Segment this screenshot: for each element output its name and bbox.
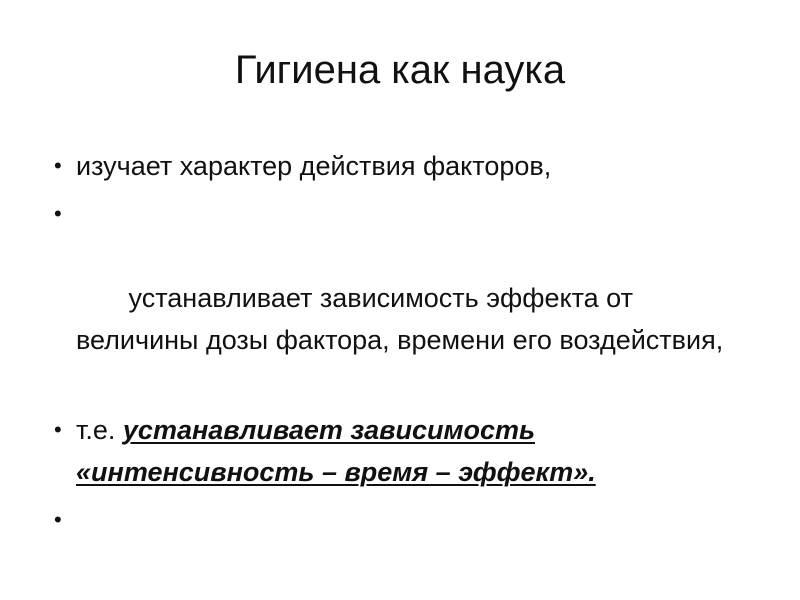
bullet-list [46, 145, 746, 547]
bullet-prefix-3: т.е. [76, 415, 123, 445]
bullet-dot-icon: • [54, 417, 62, 442]
bullet-item-3 [46, 409, 746, 493]
bullet-text-2: устанавливает зависимость эффекта от величины дозы фактора, времени его воздействия, [76, 283, 724, 355]
bullet-item-4 [46, 499, 746, 541]
bullet-dot-icon: • [54, 507, 62, 532]
slide-title: Гигиена как наука [234, 48, 566, 92]
bullet-dot-icon: • [54, 201, 62, 226]
bullet-emphasis-3: устанавливает зависимость «интенсивность – время – эффект». [76, 415, 596, 487]
bullet-item-2 [46, 193, 746, 403]
bullet-item-1 [46, 145, 746, 187]
bullet-text-1: изучает характер действия факторов, [76, 151, 552, 181]
bullet-dot-icon: • [54, 153, 62, 178]
